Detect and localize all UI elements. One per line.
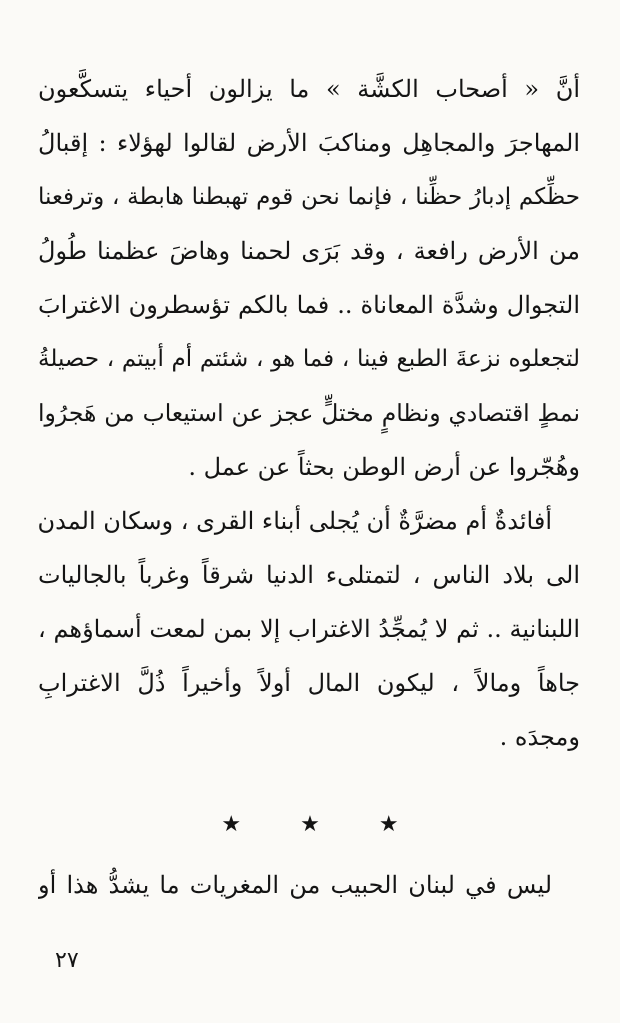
text-line: أنَّ « أصحاب الكشَّة » ما يزالون أحياء يتسكَّعون	[38, 75, 580, 103]
text-line: المهاجرَ والمجاهِل ومناكبَ الأرض لقالوا لهؤلاء : إقبالُ	[38, 129, 580, 157]
page-number: ٢٧	[55, 948, 79, 973]
paragraph-3	[38, 858, 580, 912]
text-line: أفائدةٌ أم مضرَّةٌ أن يُجلى أبناء القرى ، وسكان المدن	[38, 507, 552, 535]
text-line: وهُجّروا عن أرض الوطن بحثاً عن عمل .	[188, 453, 580, 481]
paragraph-1	[38, 62, 580, 494]
text-line: ليس في لبنان الحبيب من المغريات ما يشدُّ هذا أو	[38, 871, 552, 899]
text-line: التجوال وشدَّة المعاناة .. فما بالكم تؤسطرون الاغترابَ	[38, 291, 580, 319]
text-line: حظِّكم إدبارُ حظِّنا ، فإنما نحن قوم تهبطنا هابطة ، وترفعنا	[38, 184, 580, 210]
text-line: الى بلاد الناس ، لتمتلىء الدنيا شرقاً وغرباً بالجاليات	[38, 561, 580, 589]
text-line: نمطٍ اقتصادي ونظامٍ مختلٍّ عجز عن استيعاب من هَجرُوا	[38, 399, 580, 427]
section-separator: ★ ★ ★	[221, 812, 425, 837]
text-line: اللبنانية .. ثم لا يُمجِّدُ الاغتراب إلا بمن لمعت أسماؤهم ،	[38, 615, 580, 643]
text-line: جاهاً ومالاً ، ليكون المال أولاً وأخيراً ذُلَّ الاغترابِ	[38, 669, 580, 697]
paragraph-2	[38, 494, 580, 764]
text-line: من الأرض رافعة ، وقد بَرَى لحمنا وهاضَ عظمنا طُولُ	[38, 237, 580, 265]
text-line: لتجعلوه نزعةَ الطبع فينا ، فما هو ، شئتم أم أبيتم ، حصيلةُ	[38, 346, 580, 372]
text-line: ومجدَه .	[499, 723, 580, 751]
